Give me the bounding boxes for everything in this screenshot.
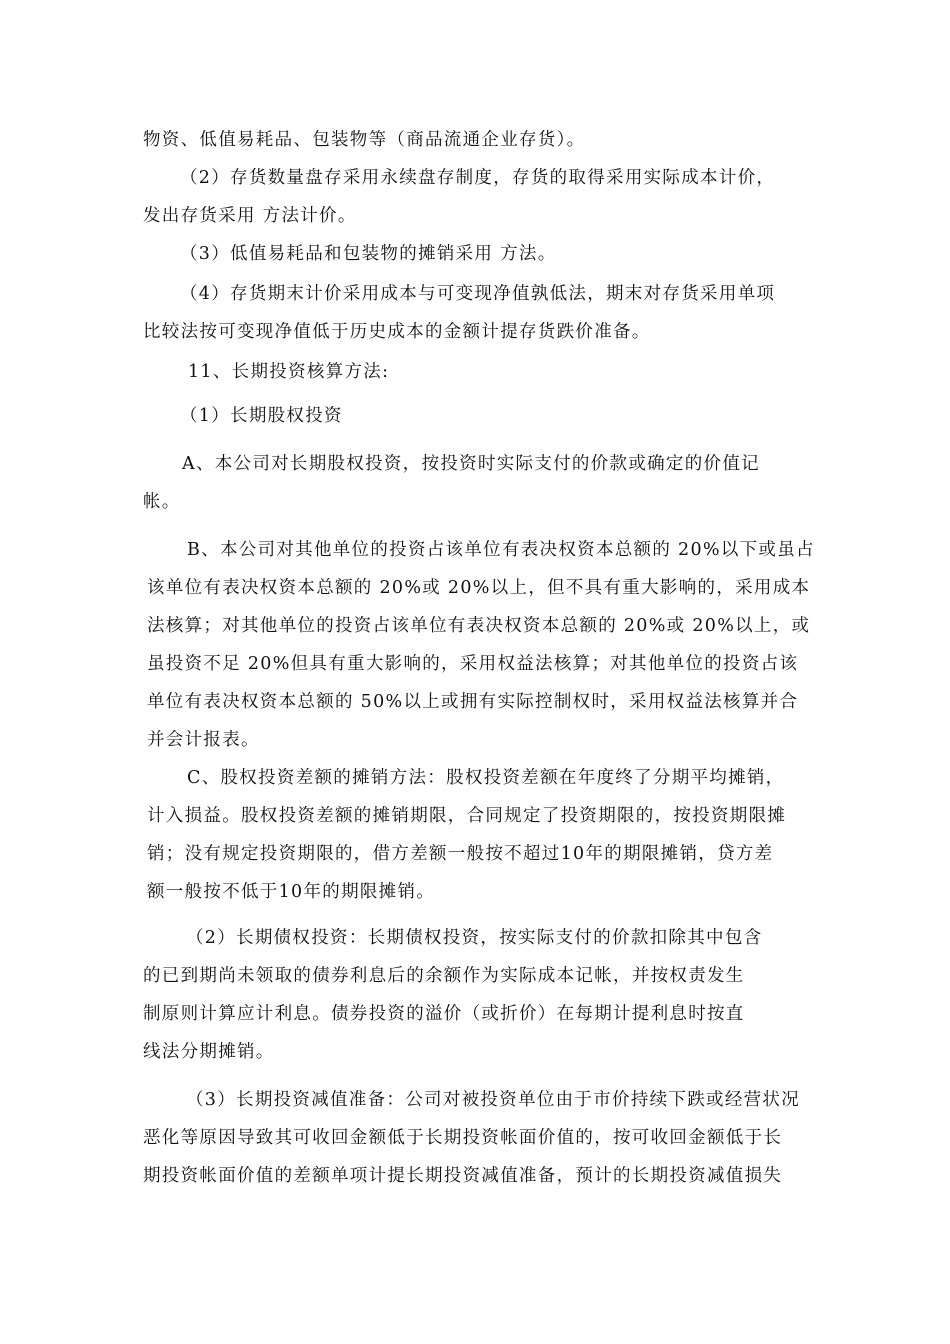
text-line: A、本公司对长期股权投资，按投资时实际支付的价款或确定的价值记 bbox=[182, 454, 760, 474]
text-line: 并会计报表。 bbox=[147, 730, 260, 750]
text-line: （3）低值易耗品和包装物的摊销采用 方法。 bbox=[180, 244, 557, 264]
text-line: B、本公司对其他单位的投资占该单位有表决权资本总额的 20%以下或虽占 bbox=[187, 540, 815, 560]
text-line: 帐。 bbox=[143, 492, 181, 512]
text-line: （2）存货数量盘存采用永续盘存制度，存货的取得采用实际成本计价， bbox=[180, 168, 776, 188]
text-line: 法核算；对其他单位的投资占该单位有表决权资本总额的 20%或 20%以上，或 bbox=[147, 616, 811, 636]
text-line: （4）存货期末计价采用成本与可变现净值孰低法，期末对存货采用单项 bbox=[180, 284, 776, 304]
text-line: （3）长期投资减值准备：公司对被投资单位由于市价持续下跌或经营状况 bbox=[186, 1090, 801, 1110]
text-line: 物资、低值易耗品、包装物等（商品流通企业存货）。 bbox=[143, 130, 586, 150]
text-line: C、股权投资差额的摊销方法：股权投资差额在年度终了分期平均摊销， bbox=[187, 768, 785, 788]
text-line: 单位有表决权资本总额的 50%以上或拥有实际控制权时，采用权益法核算并合 bbox=[147, 692, 799, 712]
text-line: （2）长期债权投资：长期债权投资，按实际支付的价款扣除其中包含 bbox=[186, 928, 763, 948]
text-line: 的已到期尚未领取的债券利息后的余额作为实际成本记帐，并按权责发生 bbox=[143, 966, 745, 986]
text-line: 发出存货采用 方法计价。 bbox=[143, 206, 357, 226]
text-line: 恶化等原因导致其可收回金额低于长期投资帐面价值的，按可收回金额低于长 bbox=[143, 1128, 783, 1148]
text-line: 制原则计算应计利息。债券投资的溢价（或折价）在每期计提利息时按直 bbox=[143, 1004, 745, 1024]
text-line: 销；没有规定投资期限的，借方差额一般按不超过10年的期限摊销，贷方差 bbox=[147, 844, 774, 864]
text-line: 额一般按不低于10年的期限摊销。 bbox=[147, 882, 436, 902]
text-line: 计入损益。股权投资差额的摊销期限，合同规定了投资期限的，按投资期限摊 bbox=[147, 806, 787, 826]
text-line: 虽投资不足 20%但具有重大影响的，采用权益法核算；对其他单位的投资占该 bbox=[147, 654, 799, 674]
text-line: 比较法按可变现净值低于历史成本的金额计提存货跌价准备。 bbox=[143, 322, 651, 342]
text-line: 期投资帐面价值的差额单项计提长期投资减值准备，预计的长期投资减值损失 bbox=[143, 1166, 783, 1186]
subsection-heading: （1）长期股权投资 bbox=[180, 406, 343, 426]
text-line: 该单位有表决权资本总额的 20%或 20%以上，但不具有重大影响的，采用成本 bbox=[147, 578, 811, 598]
section-heading: 11、长期投资核算方法: bbox=[188, 362, 390, 382]
text-line: 线法分期摊销。 bbox=[143, 1042, 275, 1062]
